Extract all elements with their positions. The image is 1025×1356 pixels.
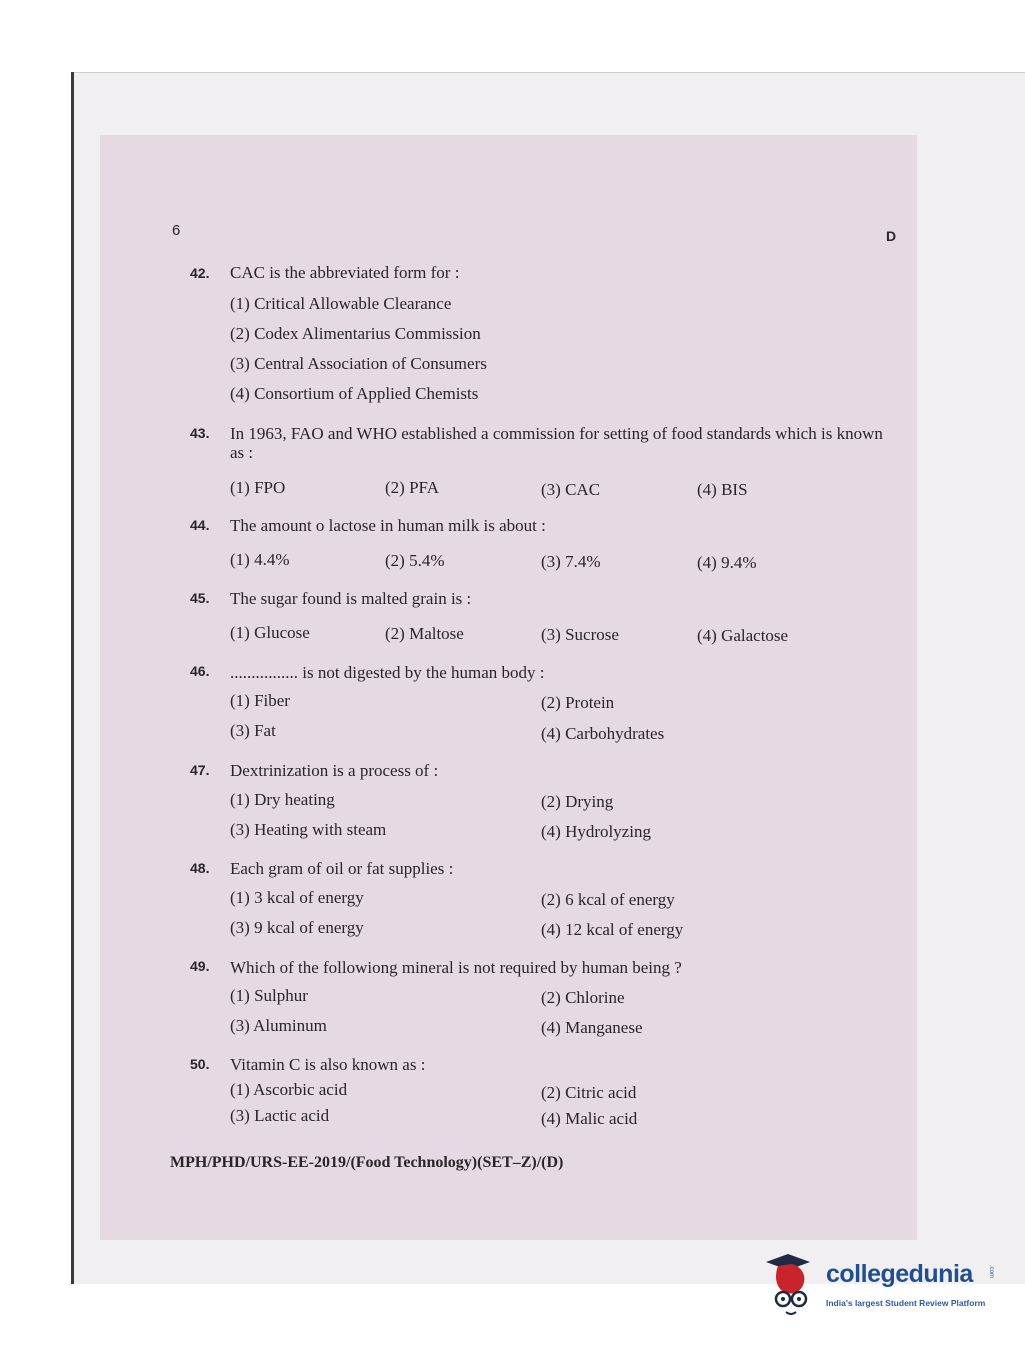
question-number: 46. <box>190 663 210 679</box>
option: (1) Critical Allowable Clearance <box>230 294 452 313</box>
option: (1) FPO <box>230 478 286 497</box>
question-paper <box>100 135 917 1240</box>
option: (3) 9 kcal of energy <box>230 918 364 937</box>
option: (4) 9.4% <box>697 553 757 572</box>
option: (1) Ascorbic acid <box>230 1080 348 1099</box>
question-text: Which of the followiong mineral is not required by human being ? <box>230 958 682 977</box>
question-text: Dextrinization is a process of : <box>230 761 439 780</box>
question-number: 43. <box>190 425 210 441</box>
option: (1) Fiber <box>230 691 290 710</box>
option: (4) Carbohydrates <box>541 724 665 743</box>
option: (3) Central Association of Consumers <box>230 354 487 373</box>
question-text: ................ is not digested by the human body : <box>230 663 545 682</box>
option: (3) Fat <box>230 721 276 740</box>
option: (1) Glucose <box>230 623 310 642</box>
question-number: 49. <box>190 958 210 974</box>
option: (4) 12 kcal of energy <box>541 920 684 939</box>
question-text: In 1963, FAO and WHO established a commission for setting of food standards which is known as : <box>230 424 883 462</box>
option: (4) BIS <box>697 480 748 499</box>
question-number: 48. <box>190 860 210 876</box>
option: (2) 5.4% <box>385 551 445 570</box>
option: (3) Heating with steam <box>230 820 387 839</box>
question-number: 45. <box>190 590 210 606</box>
question-text: Vitamin C is also known as : <box>230 1055 426 1074</box>
option: (2) Drying <box>541 792 614 811</box>
collegedunia-logo <box>766 1250 996 1320</box>
question-number: 50. <box>190 1056 210 1072</box>
option: (2) Citric acid <box>541 1083 637 1102</box>
option: (4) Malic acid <box>541 1109 638 1128</box>
option: (4) Galactose <box>697 626 789 645</box>
option: (1) Sulphur <box>230 986 308 1005</box>
option: (1) 4.4% <box>230 550 290 569</box>
question-text: CAC is the abbreviated form for : <box>230 263 460 282</box>
option: (2) PFA <box>385 478 439 497</box>
option: (2) 6 kcal of energy <box>541 890 675 909</box>
brand-com: .com <box>988 1265 994 1279</box>
option: (4) Consortium of Applied Chemists <box>230 384 479 403</box>
question-number: 47. <box>190 762 210 778</box>
option: (2) Codex Alimentarius Commission <box>230 324 481 343</box>
option: (1) Dry heating <box>230 790 335 809</box>
brand-name: collegedunia <box>826 1260 973 1288</box>
brand-tagline: India's largest Student Review Platform <box>826 1298 986 1308</box>
set-letter: D <box>886 228 897 244</box>
question-text: The amount o lactose in human milk is about : <box>230 516 546 535</box>
option: (3) 7.4% <box>541 552 601 571</box>
option: (4) Hydrolyzing <box>541 822 652 841</box>
option: (3) Aluminum <box>230 1016 327 1035</box>
question-number: 42. <box>190 265 210 281</box>
option: (2) Protein <box>541 693 615 712</box>
page-number: 6 <box>172 222 181 239</box>
option: (3) CAC <box>541 480 601 499</box>
question-text: Each gram of oil or fat supplies : <box>230 859 454 878</box>
option: (3) Sucrose <box>541 625 619 644</box>
option: (1) 3 kcal of energy <box>230 888 364 907</box>
mascot-icon <box>766 1250 824 1320</box>
option: (2) Chlorine <box>541 988 625 1007</box>
question-number: 44. <box>190 517 210 533</box>
question-text: The sugar found is malted grain is : <box>230 589 472 608</box>
option: (2) Maltose <box>385 624 464 643</box>
exam-code-footer: MPH/PHD/URS-EE-2019/(Food Technology)(SET–Z)/(D) <box>170 1154 564 1171</box>
option: (3) Lactic acid <box>230 1106 330 1125</box>
option: (4) Manganese <box>541 1018 643 1037</box>
